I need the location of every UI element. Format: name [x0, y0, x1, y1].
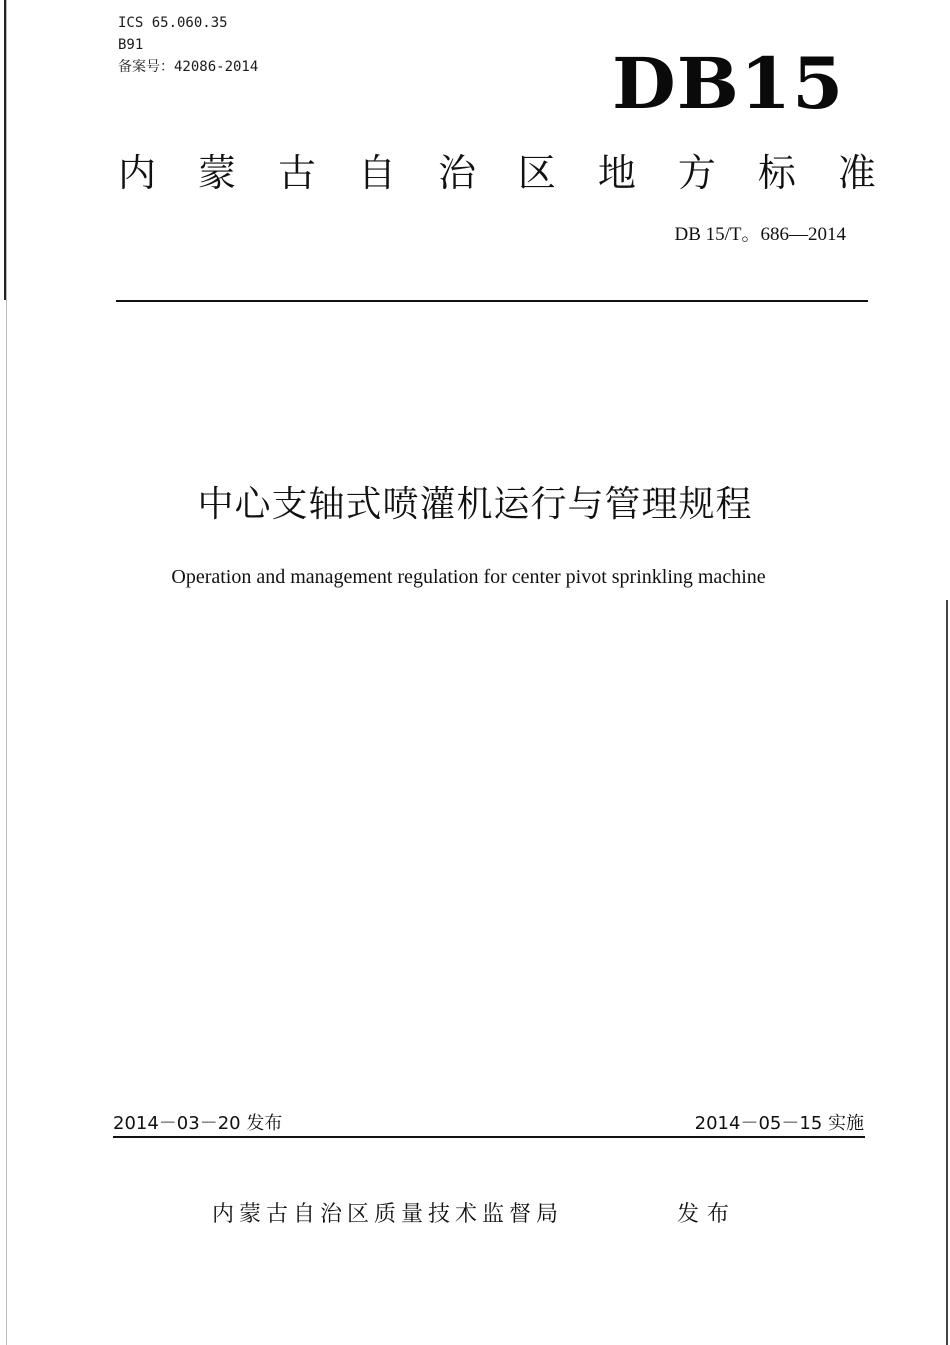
standard-type-char: 蒙	[197, 151, 236, 195]
document-title-english: Operation and management regulation for center pivot sprinkling machine	[171, 566, 766, 588]
publish-label: 发布	[677, 1202, 738, 1227]
record-number: 备案号：42086-2014	[118, 59, 259, 75]
publisher-name: 内蒙古自治区质量技术监督局	[212, 1202, 564, 1227]
standard-type-heading	[118, 148, 876, 198]
standard-type-char: 自	[357, 151, 396, 195]
standard-number: DB 15/T。686—2014	[674, 224, 846, 245]
standard-type-char: 准	[837, 151, 876, 195]
standard-type-char: 方	[677, 151, 716, 195]
implementation-date: 2014－05－15 实施	[694, 1113, 864, 1134]
standard-type-char: 治	[437, 151, 476, 195]
document-title-chinese: 中心支轴式喷灌机运行与管理规程	[197, 484, 753, 525]
ics-code: ICS 65.060.35	[118, 15, 228, 31]
standard-type-char: 古	[277, 151, 316, 195]
scan-edge-right	[946, 600, 948, 1345]
standard-type-char: 地	[597, 151, 636, 195]
standard-type-char: 标	[757, 151, 796, 195]
header-rule	[116, 300, 868, 302]
db15-logo: DB15	[612, 42, 845, 125]
issue-date: 2014－03－20 发布	[113, 1113, 283, 1134]
scan-edge-left-faint	[6, 0, 7, 1345]
standard-type-char: 区	[517, 151, 556, 195]
ccs-code: B91	[118, 37, 144, 53]
standard-type-char: 内	[118, 151, 157, 195]
footer-rule	[113, 1136, 865, 1138]
classification-block	[118, 12, 258, 78]
